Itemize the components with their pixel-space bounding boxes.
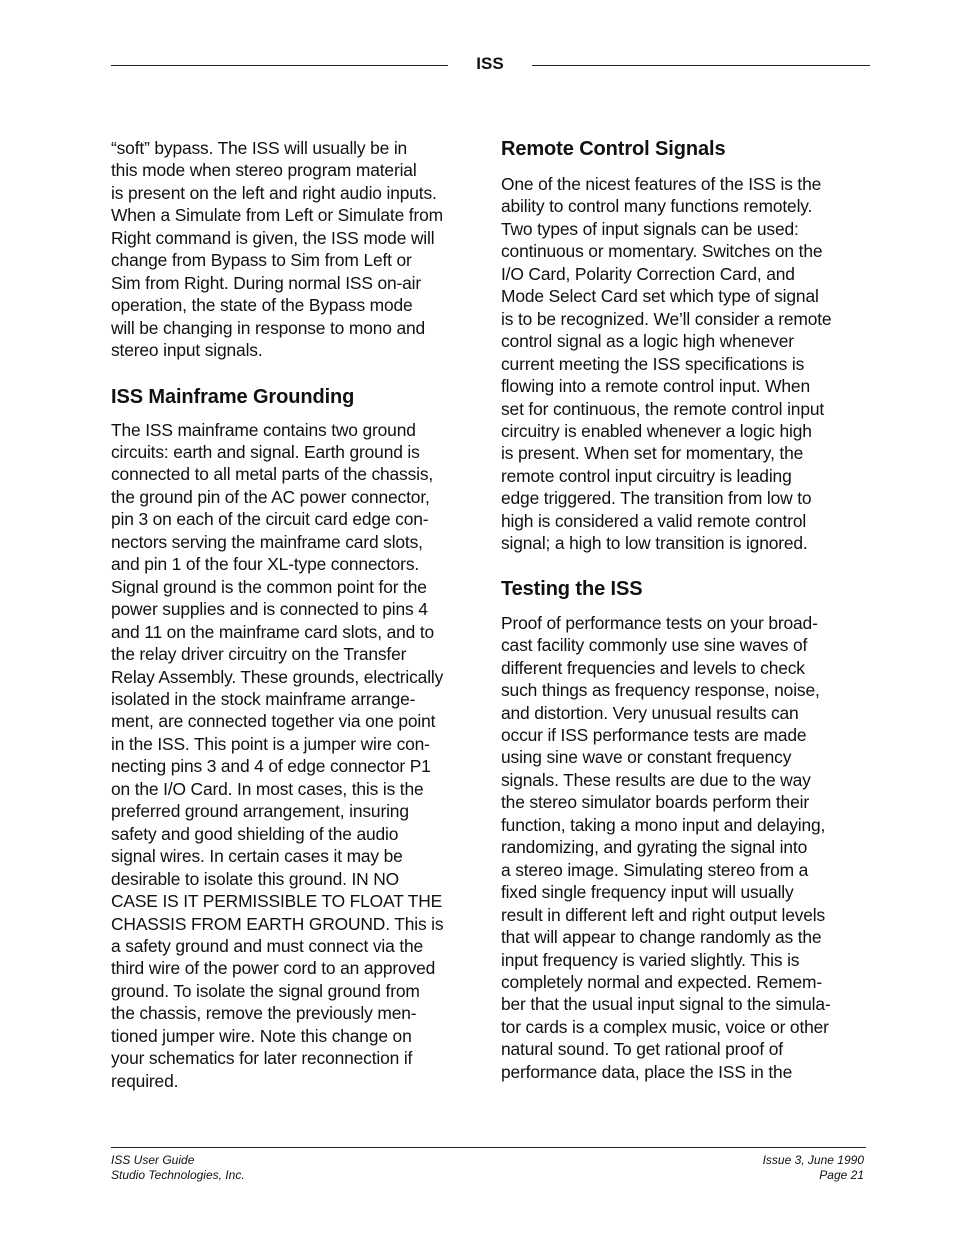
- remote-control-paragraph: [501, 173, 873, 555]
- footer-issue: Issue 3, June 1990: [762, 1153, 864, 1167]
- text-line: ment, are connected together via one point: [111, 711, 436, 732]
- text-line: Signal ground is the common point for the: [111, 576, 427, 597]
- text-line: “soft” bypass. The ISS will usually be in: [111, 138, 408, 158]
- text-line: Two types of input signals can be used:: [501, 218, 799, 239]
- text-line: is to be recognized. We’ll consider a remote: [501, 308, 832, 329]
- text-line: control signal as a logic high whenever: [501, 331, 794, 352]
- text-line: The ISS mainframe contains two ground: [111, 419, 416, 440]
- text-line: in the ISS. This point is a jumper wire con-: [111, 733, 430, 754]
- running-header-title: ISS: [476, 54, 504, 73]
- text-line: ground. To isolate the signal ground from: [111, 980, 420, 1001]
- testing-paragraph: [501, 612, 873, 1084]
- text-line: this mode when stereo program material: [111, 160, 417, 181]
- header-rule-right: [532, 65, 870, 66]
- text-line: stereo input signals.: [111, 340, 263, 361]
- footer-guide-title: ISS User Guide: [111, 1153, 195, 1167]
- text-line: fixed single frequency input will usually: [501, 882, 794, 903]
- text-line: signals. These results are due to the way: [501, 769, 811, 790]
- right-column: [501, 137, 873, 1083]
- text-line: the ground pin of the AC power connector,: [111, 486, 430, 507]
- text-line: that will appear to change randomly as the: [501, 927, 822, 948]
- grounding-paragraph: [111, 419, 483, 1093]
- text-line: completely normal and expected. Remem-: [501, 971, 823, 992]
- text-line: is present on the left and right audio inputs.: [111, 182, 437, 203]
- text-line: randomizing, and gyrating the signal into: [501, 837, 808, 858]
- text-line: ber that the usual input signal to the simula-: [501, 994, 831, 1015]
- text-line: a safety ground and must connect via the: [111, 935, 424, 956]
- text-line: continuous or momentary. Switches on the: [501, 241, 823, 262]
- text-line: and distortion. Very unusual results can: [501, 702, 799, 723]
- remote-control-heading: Remote Control Signals: [501, 138, 726, 160]
- testing-heading: Testing the ISS: [501, 577, 643, 600]
- text-line: on the I/O Card. In most cases, this is the: [111, 778, 424, 799]
- footer-page-number: Page 21: [819, 1168, 864, 1182]
- text-line: CASE IS IT PERMISSIBLE TO FLOAT THE: [111, 891, 443, 912]
- text-line: Mode Select Card set which type of signal: [501, 286, 819, 307]
- text-line: preferred ground arrangement, insuring: [111, 801, 409, 822]
- text-line: isolated in the stock mainframe arrange-: [111, 688, 416, 709]
- text-line: input frequency is varied slightly. This is: [501, 949, 800, 970]
- text-line: natural sound. To get rational proof of: [501, 1039, 783, 1060]
- text-line: third wire of the power cord to an approved: [111, 958, 436, 979]
- text-line: signal wires. In certain cases it may be: [111, 846, 403, 867]
- text-line: using sine wave or constant frequency: [501, 747, 792, 768]
- text-line: safety and good shielding of the audio: [111, 823, 399, 844]
- text-line: connected to all metal parts of the chassis,: [111, 464, 434, 485]
- text-line: result in different left and right output levels: [501, 904, 826, 925]
- text-line: such things as frequency response, noise,: [501, 680, 820, 701]
- text-line: necting pins 3 and 4 of edge connector P1: [111, 756, 431, 777]
- text-line: and 11 on the mainframe card slots, and to: [111, 621, 435, 642]
- text-line: Proof of performance tests on your broad-: [501, 612, 818, 633]
- text-line: occur if ISS performance tests are made: [501, 724, 807, 745]
- text-line: Relay Assembly. These grounds, electrically: [111, 666, 444, 687]
- text-line: and pin 1 of the four XL-type connectors.: [111, 554, 420, 575]
- footer-company: Studio Technologies, Inc.: [111, 1168, 245, 1182]
- text-line: When a Simulate from Left or Simulate from: [111, 205, 443, 226]
- text-line: a stereo image. Simulating stereo from a: [501, 859, 809, 880]
- text-line: desirable to isolate this ground. IN NO: [111, 868, 400, 889]
- text-line: the stereo simulator boards perform their: [501, 792, 809, 813]
- text-line: circuits: earth and signal. Earth ground is: [111, 441, 420, 462]
- text-line: I/O Card, Polarity Correction Card, and: [501, 263, 795, 284]
- text-line: flowing into a remote control input. When: [501, 376, 810, 397]
- text-line: the relay driver circuitry on the Transfer: [111, 644, 407, 665]
- header-rule-left: [111, 65, 448, 66]
- text-line: tor cards is a complex music, voice or other: [501, 1016, 829, 1037]
- text-line: remote control input circuitry is leading: [501, 465, 792, 486]
- text-line: your schematics for later reconnection if: [111, 1048, 413, 1069]
- text-line: change from Bypass to Sim from Left or: [111, 250, 412, 271]
- text-line: is present. When set for momentary, the: [501, 443, 804, 464]
- text-line: tioned jumper wire. Note this change on: [111, 1025, 412, 1046]
- text-line: cast facility commonly use sine waves of: [501, 635, 808, 656]
- text-line: edge triggered. The transition from low to: [501, 488, 812, 509]
- text-line: One of the nicest features of the ISS is the: [501, 174, 822, 194]
- text-line: signal; a high to low transition is ignored.: [501, 533, 808, 554]
- text-line: Sim from Right. During normal ISS on-air: [111, 272, 422, 293]
- intro-paragraph: [111, 137, 483, 362]
- text-line: performance data, place the ISS in the: [501, 1061, 793, 1082]
- text-line: function, taking a mono input and delaying,: [501, 814, 826, 835]
- text-line: operation, the state of the Bypass mode: [111, 295, 413, 316]
- footer-rule: [111, 1147, 866, 1148]
- left-column: [111, 137, 483, 1092]
- text-line: ability to control many functions remotely.: [501, 196, 813, 217]
- text-line: current meeting the ISS specifications is: [501, 353, 805, 374]
- text-line: high is considered a valid remote control: [501, 510, 807, 531]
- text-line: CHASSIS FROM EARTH GROUND. This is: [111, 913, 444, 934]
- text-line: set for continuous, the remote control input: [501, 398, 825, 419]
- text-line: circuitry is enabled whenever a logic high: [501, 420, 812, 441]
- text-line: pin 3 on each of the circuit card edge con-: [111, 509, 429, 530]
- text-line: Right command is given, the ISS mode will: [111, 227, 435, 248]
- text-line: nectors serving the mainframe card slots,: [111, 531, 423, 552]
- text-line: required.: [111, 1070, 179, 1091]
- text-line: power supplies and is connected to pins 4: [111, 599, 428, 620]
- text-line: different frequencies and levels to check: [501, 657, 805, 678]
- text-line: the chassis, remove the previously men-: [111, 1003, 417, 1024]
- text-line: will be changing in response to mono and: [111, 317, 426, 338]
- grounding-heading: ISS Mainframe Grounding: [111, 385, 355, 408]
